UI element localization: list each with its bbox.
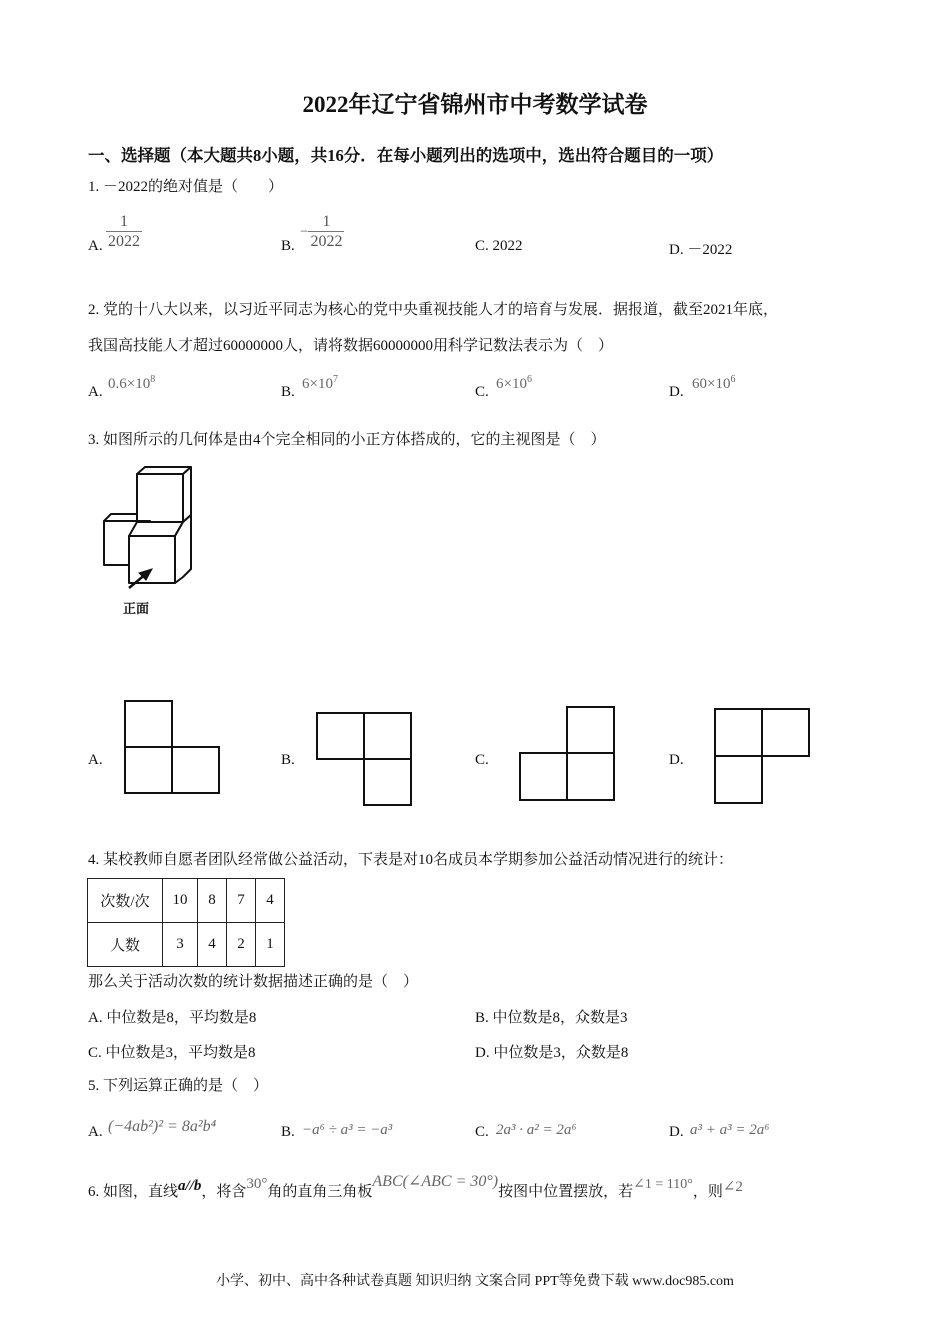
q5-option-a-expr: (−4ab²)² = 8a²b⁴ [108,1118,217,1135]
page-title: 2022年辽宁省锦州市中考数学试卷 [302,92,648,117]
stats-table [87,878,285,967]
table-cell: 3 [163,923,198,967]
table-cell: 2 [227,923,256,967]
q2-option-b-label: B. [281,384,295,400]
q6-text-part-2: ，将含 [201,1184,247,1200]
q6-text-part-4: 按图中位置摆放，若 [498,1184,634,1200]
q2-a-base: 0.6×10 [108,376,151,392]
table-cell: 人数 [88,923,163,967]
table-cell: 4 [256,879,285,923]
q6-angle1-expr: ∠1 = 110° [633,1177,693,1192]
q5-option-c-expr: 2a³ · a² = 2a⁶ [496,1122,577,1138]
q2-d-exponent: 6 [730,374,736,385]
q2-b-exponent: 7 [332,374,338,385]
q1-option-d: D. －2022 [669,242,733,258]
q4-option-c: C. 中位数是3，平均数是8 [88,1045,256,1061]
page-footer: 小学、初中、高中各种试卷真题 知识归纳 文案合同 PPT等免费下载 www.doc985.com [216,1274,734,1289]
q1-option-c: C. 2022 [475,238,523,254]
question-2-line-1: 2. 党的十八大以来，以习近平同志为核心的党中央重视技能人才的培育与发展．据报道，截至2021年底， [88,302,779,318]
q1-a-denominator: 2022 [108,233,140,250]
q5-option-a-label: A. [88,1124,103,1140]
table-row [88,923,285,967]
q1-a-numerator: 1 [120,213,128,230]
q2-a-exponent: 8 [150,374,156,385]
q4-option-a: A. 中位数是8，平均数是8 [88,1010,257,1026]
q2-c-exponent: 6 [526,374,532,385]
q6-parallel-expr: a//b [178,1178,202,1194]
table-cell: 10 [163,879,198,923]
front-view-label: 正面 [123,602,150,617]
question-4-prompt: 那么关于活动次数的统计数据描述正确的是（ ） [88,974,419,990]
table-cell: 次数/次 [88,879,163,923]
q3-option-a-label: A. [88,752,103,768]
q6-angle-expr: 30° [246,1176,268,1192]
q6-text-part-3: 角的直角三角板 [267,1184,373,1200]
q3-option-c-label: C. [475,752,489,768]
q5-option-d-label: D. [669,1124,684,1140]
q2-c-base: 6×10 [496,376,527,392]
q6-angle2-expr: ∠2 [722,1179,743,1195]
q1-b-numerator: 1 [322,213,331,230]
q5-option-b-expr: −a⁶ ÷ a³ = −a³ [302,1122,393,1138]
q2-option-d-label: D. [669,384,684,400]
table-cell: 7 [227,879,256,923]
q4-option-d: D. 中位数是3，众数是8 [475,1045,629,1061]
table-row [88,879,285,923]
q2-option-c-label: C. [475,384,489,400]
question-1-stem: 1. －2022的绝对值是（ ） [88,179,284,195]
q2-option-a-label: A. [88,384,103,400]
question-6-line [88,1173,743,1203]
table-cell: 4 [198,923,227,967]
table-cell: 8 [198,879,227,923]
q1-option-a-label: A. [88,238,103,254]
table-cell: 1 [256,923,285,967]
section-heading: 一、选择题（本大题共8小题，共16分．在每小题列出的选项中，选出符合题目的一项） [88,146,724,165]
q4-option-b: B. 中位数是8，众数是3 [475,1010,628,1026]
q5-option-c-label: C. [475,1124,489,1140]
q2-d-base: 60×10 [692,376,731,392]
q1-option-b-label: B. [281,238,295,254]
question-2-line-2: 我国高技能人才超过60000000人，请将数据60000000用科学记数法表示为（ ） [88,338,614,354]
q6-text-part-1: 6. 如图，直线 [88,1184,179,1200]
q6-text-part-5: ，则 [692,1184,723,1200]
q6-triangle-expr: ABC(∠ABC = 30°) [372,1173,499,1190]
q3-option-b-label: B. [281,752,295,768]
question-3-stem: 3. 如图所示的几何体是由4个完全相同的小正方体搭成的，它的主视图是（ ） [88,432,606,448]
q5-option-b-label: B. [281,1124,295,1140]
question-5-stem: 5. 下列运算正确的是（ ） [88,1078,269,1094]
q2-b-base: 6×10 [302,376,333,392]
q3-option-d-label: D. [669,752,684,768]
q1-b-sign: − [300,224,309,240]
q1-b-denominator: 2022 [310,233,343,250]
q5-option-d-expr: a³ + a³ = 2a⁶ [690,1122,770,1138]
question-4-stem: 4. 某校教师自愿者团队经常做公益活动，下表是对10名成员本学期参加公益活动情况进行的统计： [88,852,734,868]
